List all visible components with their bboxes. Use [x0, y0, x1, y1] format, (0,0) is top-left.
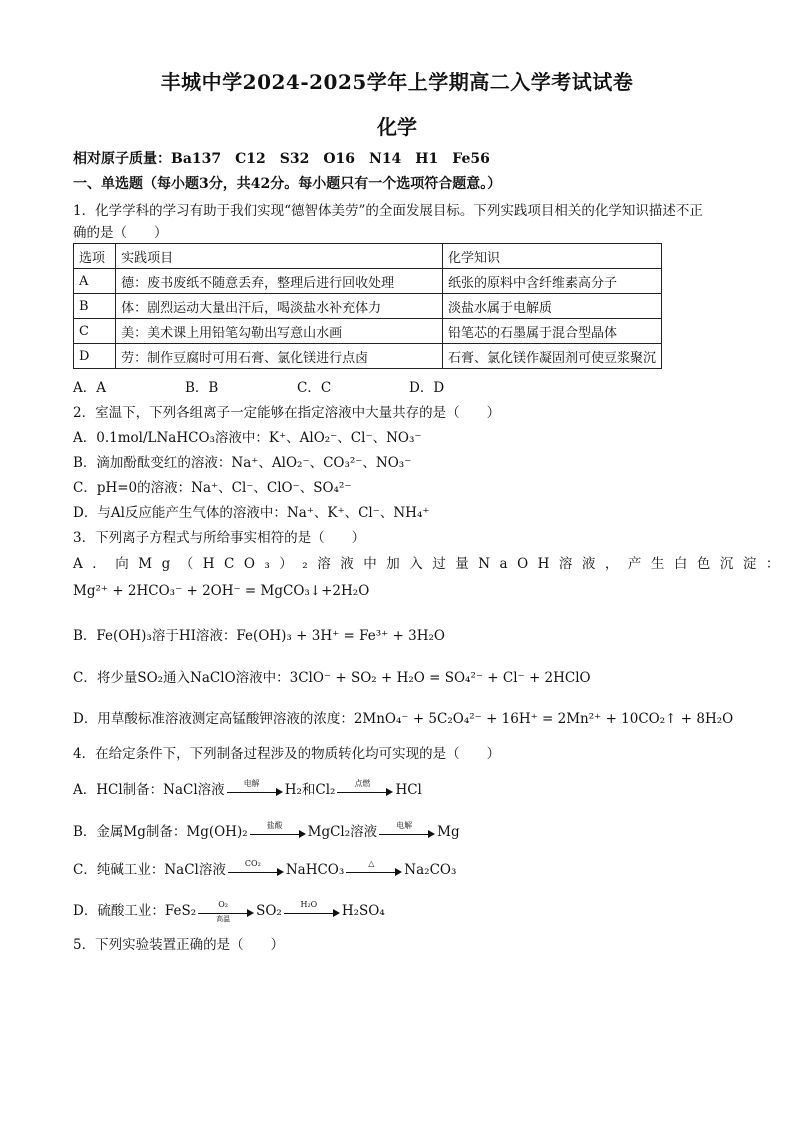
- q3-option-b[interactable]: B．Fe(OH)₃溶于HI溶液：Fe(OH)₃ + 3H⁺ = Fe³⁺ + 3H₂O: [73, 628, 446, 644]
- reaction-arrow-icon: [379, 820, 435, 840]
- q4-b-mid: MgCl₂溶液: [307, 824, 378, 840]
- q4-a-start: A．HCl制备：NaCl溶液: [73, 782, 225, 798]
- arrow-condition: H₂O: [300, 899, 318, 909]
- arrow-condition: 电解: [396, 820, 413, 830]
- q3-option-d[interactable]: D．用草酸标准溶液测定高锰酸钾溶液的浓度：2MnO₄⁻ + 5C₂O₄²⁻ + 16H⁺ = 2Mn²⁺ + 10CO₂↑ + 8H₂O: [73, 711, 734, 727]
- reaction-arrow-icon: [284, 899, 340, 919]
- q4-b-end: Mg: [437, 824, 460, 840]
- q4-option-c[interactable]: [73, 858, 456, 878]
- q4-c-mid: NaHCO₃: [285, 862, 345, 878]
- reaction-arrow-icon: [346, 858, 402, 878]
- arrow-condition-below: 高温: [216, 914, 231, 923]
- q4-d-end: H₂SO₄: [341, 903, 385, 919]
- table-cell: 劳：制作豆腐时可用石膏、氯化镁进行点卤: [116, 344, 443, 369]
- table-cell: A: [74, 269, 116, 294]
- table-cell: 德：废书废纸不随意丢弃，整理后进行回收处理: [116, 269, 443, 294]
- arrow-condition: O₂: [218, 899, 228, 909]
- table-row: [74, 269, 662, 294]
- arrow-condition: 电解: [243, 778, 260, 788]
- table-cell: 纸张的原料中含纤维素高分子: [442, 269, 661, 294]
- q4-b-start: B．金属Mg制备：Mg(OH)₂: [73, 824, 248, 840]
- q4-option-d[interactable]: [73, 899, 385, 923]
- exam-title: 丰城中学2024-2025学年上学期高二入学考试试卷: [160, 70, 634, 94]
- q3-stem: 3．下列离子方程式与所给事实相符的是（ ）: [73, 530, 366, 546]
- q4-c-start: C．纯碱工业：NaCl溶液: [73, 862, 226, 878]
- reaction-arrow-icon: [250, 820, 306, 840]
- q4-d-mid: SO₂: [256, 903, 282, 919]
- arrow-condition: CO₂: [244, 858, 261, 868]
- arrow-condition: 盐酸: [266, 820, 283, 830]
- table-cell: 石膏、氯化镁作凝固剂可使豆浆聚沉: [442, 344, 661, 369]
- q4-c-end: Na₂CO₃: [404, 862, 457, 878]
- q4-d-start: D．硫酸工业：FeS₂: [73, 903, 197, 919]
- q3-option-a-equation: Mg²⁺ + 2HCO₃⁻ + 2OH⁻ = MgCO₃↓+2H₂O: [73, 583, 370, 599]
- q3-option-c[interactable]: C．将少量SO₂通入NaClO溶液中：3ClO⁻ + SO₂ + H₂O = SO₄²⁻ + Cl⁻ + 2HClO: [73, 670, 591, 686]
- table-cell: D: [74, 344, 116, 369]
- q1-option-c[interactable]: C．C: [297, 380, 332, 396]
- q2-option-d[interactable]: D．与Al反应能产生气体的溶液中：Na⁺、K⁺、Cl⁻、NH₄⁺: [73, 505, 430, 521]
- q1-option-b[interactable]: B．B: [185, 380, 219, 396]
- q1-option-d[interactable]: D．D: [409, 380, 445, 396]
- table-row: [74, 344, 662, 369]
- q1-options: [73, 376, 521, 396]
- table-cell: B: [74, 294, 116, 319]
- reaction-arrow-icon: [198, 899, 254, 923]
- q5-stem: 5．下列实验装置正确的是（ ）: [73, 937, 285, 953]
- table-row: [74, 319, 662, 344]
- q2-stem: 2．室温下，下列各组离子一定能够在指定溶液中大量共存的是（ ）: [73, 405, 501, 421]
- reaction-arrow-icon: [228, 858, 284, 878]
- table-header-cell: 选项: [74, 244, 116, 269]
- q4-option-a[interactable]: [73, 778, 422, 798]
- table-cell: 体：剧烈运动大量出汗后，喝淡盐水补充体力: [116, 294, 443, 319]
- table-header-row: [74, 244, 662, 269]
- q2-option-c[interactable]: C．pH=0的溶液：Na⁺、Cl⁻、ClO⁻、SO₄²⁻: [73, 480, 352, 496]
- q3-option-a-text[interactable]: A．向Mg（HCO₃）₂溶液中加入过量NaOH溶液，产生白色沉淀：: [73, 556, 789, 572]
- table-row: [74, 294, 662, 319]
- table-header-cell: 化学知识: [442, 244, 661, 269]
- q4-option-b[interactable]: [73, 820, 460, 840]
- arrow-condition: 点燃: [354, 778, 371, 788]
- table-cell: 淡盐水属于电解质: [442, 294, 661, 319]
- q2-option-a[interactable]: A．0.1mol/LNaHCO₃溶液中：K⁺、AlO₂⁻、Cl⁻、NO₃⁻: [73, 430, 422, 446]
- q1-stem-line1: 1．化学学科的学习有助于我们实现“德智体美劳”的全面发展目标。下列实践项目相关的化学知识描述不正: [73, 203, 703, 219]
- reaction-arrow-icon: [227, 778, 283, 798]
- q2-option-b[interactable]: B．滴加酚酞变红的溶液：Na⁺、AlO₂⁻、CO₃²⁻、NO₃⁻: [73, 455, 412, 471]
- table-header-cell: 实践项目: [116, 244, 443, 269]
- q1-option-a[interactable]: A．A: [73, 380, 106, 396]
- section-heading: 一、单选题（每小题3分，共42分。每小题只有一个选项符合题意。）: [73, 176, 502, 192]
- q4-stem: 4．在给定条件下，下列制备过程涉及的物质转化均可实现的是（ ）: [73, 746, 501, 762]
- table-cell: 铅笔芯的石墨属于混合型晶体: [442, 319, 661, 344]
- table-cell: 美：美术课上用铅笔勾勒出写意山水画: [116, 319, 443, 344]
- q4-a-end: HCl: [395, 782, 422, 798]
- reaction-arrow-icon: [337, 778, 393, 798]
- arrow-condition: △: [368, 858, 375, 868]
- table-cell: C: [74, 319, 116, 344]
- q1-table: [73, 243, 662, 369]
- q4-a-mid: H₂和Cl₂: [284, 782, 336, 798]
- atomic-mass-line: 相对原子质量：Ba137 C12 S32 O16 N14 H1 Fe56: [73, 151, 490, 167]
- q1-stem-line2: 确的是（ ）: [73, 225, 168, 241]
- subject-title: 化学: [377, 115, 417, 139]
